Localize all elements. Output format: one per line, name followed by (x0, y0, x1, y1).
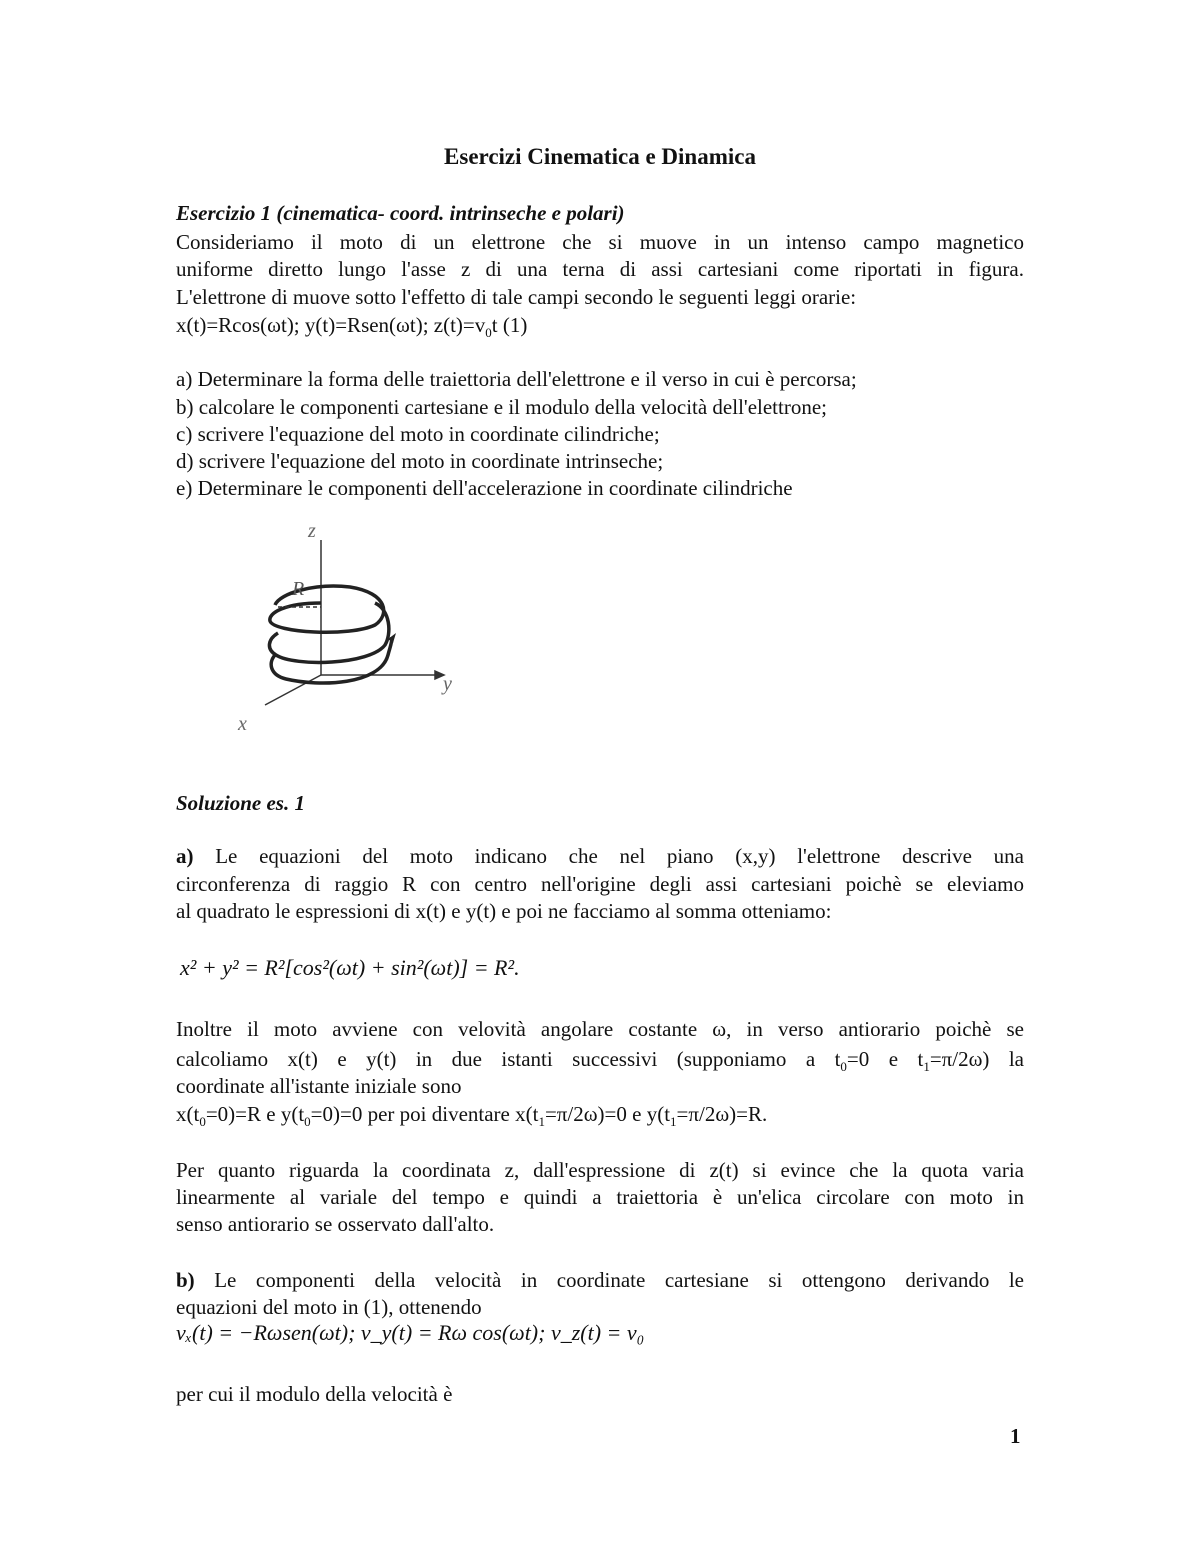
motion-equations-tail: t (1) (491, 313, 528, 337)
subscript: 0 (304, 1114, 311, 1130)
angular-text-3: =π/2ω) la (929, 1047, 1025, 1071)
part-a-text: Le equazioni del moto indicano che nel piano (x,y) l'elettrone descrive una (193, 844, 1024, 868)
solution-a-line-1 (176, 843, 1024, 869)
task-b: b) calcolare le componenti cartesiane e il modulo della velocità dell'elettrone; (176, 395, 827, 419)
subscript: 0 (199, 1114, 206, 1130)
subscript: 1 (923, 1059, 930, 1075)
coord-text-4: =π/2ω)=0 e y(t (544, 1102, 671, 1126)
solution-heading: Soluzione es. 1 (176, 791, 305, 815)
task-d: d) scrivere l'equazione del moto in coordinate intrinseche; (176, 449, 664, 473)
coord-text-3: =0)=0 per poi diventare x(t (310, 1102, 539, 1126)
coord-text-1: x(t (176, 1102, 200, 1126)
subscript: 1 (670, 1114, 677, 1130)
angular-text-2: =0 e t (846, 1047, 924, 1071)
solution-z-line-3: senso antiorario se osservato dall'alto. (176, 1212, 495, 1236)
motion-equations (176, 312, 528, 341)
formula-velocity: vₓ(t) = −Rωsen(ωt); v_y(t) = Rω cos(ωt); v_z(t) = v₀ (176, 1320, 645, 1345)
exercise-paragraph-line-1: Consideriamo il moto di un elettrone che si muove in un intenso campo magnetico (176, 230, 1024, 254)
part-b-label: b) (176, 1268, 195, 1292)
solution-z-line-2: linearmente al variale del tempo e quindi a traiettoria è un'elica circolare con moto in (176, 1185, 1024, 1209)
radius-label: R (292, 578, 305, 600)
solution-z-line-1: Per quanto riguarda la coordinata z, dall'espressione di z(t) si evince che la quota varia (176, 1158, 1024, 1182)
task-a: a) Determinare la forma delle traiettoria dell'elettrone e il verso in cui è percorsa; (176, 367, 857, 391)
task-c: c) scrivere l'equazione del moto in coordinate cilindriche; (176, 422, 660, 446)
solution-speed-line: per cui il modulo della velocità è (176, 1382, 453, 1406)
page-title: Esercizi Cinematica e Dinamica (444, 144, 756, 169)
page-number: 1 (1010, 1424, 1021, 1448)
solution-a-line-3: al quadrato le espressioni di x(t) e y(t) e poi ne facciamo al somma otteniamo: (176, 899, 832, 923)
part-a-label: a) (176, 844, 194, 868)
solution-angular-line-2 (176, 1046, 1025, 1075)
z-axis-label: z (308, 520, 316, 542)
x-axis-label: x (238, 713, 247, 735)
solution-angular-line-3: coordinate all'istante iniziale sono (176, 1074, 462, 1098)
exercise-paragraph-line-2: uniforme diretto lungo l'asse z di una terna di assi cartesiani come riportati in figura. (176, 257, 1024, 281)
subscript: 1 (538, 1114, 545, 1130)
solution-a-line-2: circonferenza di raggio R con centro nell'origine degli assi cartesiani poichè se eleviamo (176, 872, 1024, 896)
exercise-heading: Esercizio 1 (cinematica- coord. intrinseche e polari) (176, 201, 625, 225)
helix-curve (269, 586, 392, 683)
task-e: e) Determinare le componenti dell'accelerazione in coordinate cilindriche (176, 476, 793, 500)
subscript: 0 (485, 325, 492, 341)
solution-b-line-1 (176, 1267, 1024, 1293)
exercise-paragraph-line-3: L'elettrone di muove sotto l'effetto di tale campi secondo le seguenti leggi orarie: (176, 285, 857, 309)
angular-text-1: calcoliamo x(t) e y(t) in due istanti successivi (supponiamo a t (176, 1047, 841, 1071)
subscript: 0 (840, 1059, 847, 1075)
solution-angular-line-1: Inoltre il moto avviene con velovità angolare costante ω, in verso antiorario poichè se (176, 1017, 1024, 1041)
motion-equations-text: x(t)=Rcos(ωt); y(t)=Rsen(ωt); z(t)=v (176, 313, 486, 337)
helix-figure (230, 515, 490, 745)
part-b-text: Le componenti della velocità in coordinate cartesiane si ottengono derivando le (194, 1268, 1024, 1292)
coord-text-5: =π/2ω)=R. (676, 1102, 768, 1126)
formula-circle: x² + y² = R²[cos²(ωt) + sin²(ωt)] = R². (180, 955, 520, 980)
y-axis-label: y (443, 673, 452, 695)
solution-b-line-2: equazioni del moto in (1), ottenendo (176, 1295, 482, 1319)
solution-angular-line-4 (176, 1101, 768, 1130)
coord-text-2: =0)=R e y(t (205, 1102, 305, 1126)
